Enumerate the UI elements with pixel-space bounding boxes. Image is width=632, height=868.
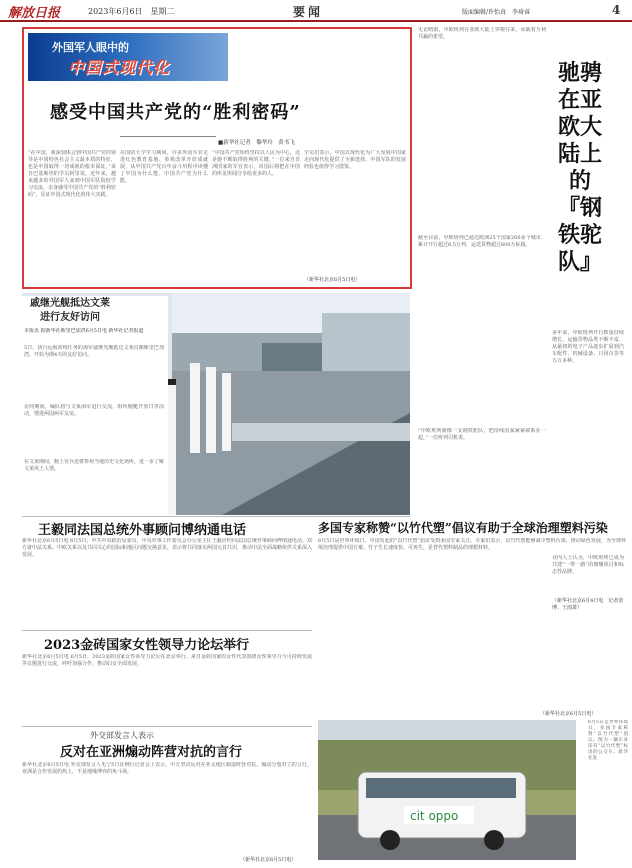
divider-1 [22,516,410,517]
bus-caption-box [588,720,628,860]
mfa-body: 新华社北京6月5日电 外交部发言人毛宁5日在例行记者会上表示，中方坚决反对在亚太地区制造阵营对抗、煽动分裂对立的言行，亚洲是合作发展的热土，不是地缘博弈的角斗场。 [22,762,312,775]
page-number: 4 [612,3,621,17]
right-column-text-5: 业内人士认为，中欧班列已成为共建“一带一路”的旗舰项目和标志性品牌。 [552,555,624,575]
right-column-credit: （新华社北京6月4日电 记者张博、王雨萧） [552,598,624,611]
mfa-kicker: 外交部发言人表示 [90,731,154,740]
women-forum-body: 新华社北京6月5日电 6月5日，2023金砖国家女性领导力论坛在北京举行。来自金砖国家的女性代表围绕女性领导力与可持续发展等议题进行交流，呼吁加强合作，推动妇女全面发展。 [22,654,312,667]
feature-column-2: 在国防大学学习期间，许多外国军官走进红色教育基地、参观改革开放成就展，从中国共产党百年奋斗历程中读懂了中国为什么能、中国共产党为什么能。 [120,150,208,184]
svg-text:cit oppo: cit oppo [410,809,459,823]
navy-headline-line-2: 进行友好访问 [40,312,100,323]
feature-credit: （新华社北京6月5日电） [304,277,361,283]
mfa-headline: 反对在亚洲煽动阵营对抗的言行 [60,745,243,760]
right-column-text-4: 多年来，中欧班列开行数量持续增长，运输货物品类不断丰富，从最初的电子产品逐步扩展到汽车配件、机械设备、日用百货等五万多种。 [552,330,624,364]
vertical-headline: 驰骋在亚欧大陆上的『钢铁驼队』 [557,60,602,275]
navy-body-2: 访问期间，编队将与文莱海军进行交流，组织舰艇开放日等活动，增进两国两军友谊。 [24,404,164,417]
wangyi-headline: 王毅同法国总统外事顾问博纳通电话 [38,523,247,538]
feature-banner [28,33,228,81]
byline-rule [120,136,216,137]
feature-byline: ■新华社记者 黎华玲 黄书飞 [218,140,295,146]
banner-line-2: 中国式现代化 [68,58,171,77]
bus-photo [318,720,576,860]
plastic-credit: （新华社北京6月5日电） [540,711,597,717]
section-title: 要闻 [293,5,324,19]
navy-body-1: 5日，执行远航训练任务的海军戚继光舰抵达文莱首都斯里巴加湾，开始为期4天的友好访问。 [24,345,164,358]
right-column-text-3: “中欧班列就像一支钢铁驼队，把沿线国家紧紧联系在一起。”一位班列司机说。 [418,428,546,441]
feature-column-1: “在中国，我深刻体会到中国共产党的领导是中国特色社会主义最本质的特征，也是中国取得一切成就的根本保证。”来自巴基斯坦的学员阿里说。近年来，越来越多的外国军人来到中国军队院校学习交流，亲身感受中国共产党的“胜利密码”，见证中国式现代化的伟大实践。 [28,150,116,198]
banner-line-1: 外国军人眼中的 [52,41,129,54]
feature-column-4: 学员们表示，中国式现代化为广大发展中国家走向现代化提供了全新选择，中国军队的发展经验也值得学习借鉴。 [304,150,406,170]
masthead: 解放日报 [8,6,61,21]
plastic-headline: 多国专家称赞“以竹代塑”倡议有助于全球治理塑料污染 [318,521,608,535]
navy-headline-line-1: 戚继光舰抵达文莱 [30,298,110,309]
plastic-body: 6月5日是世界环境日。中国发起的“以竹代塑”倡议受到多国专家关注。专家们表示，以竹代塑能够减少塑料污染，推动绿色发展，为全球环境治理提供中国方案。竹子生长速度快、可再生，是替代塑料制品的理想材料。 [318,538,626,551]
wangyi-body: 新华社北京6月5日电 6月5日，中共中央政治局委员、中央外事工作委员会办公室主任王毅应约同法国总统外事顾问博纳通电话。双方就中法关系、中欧关系以及共同关心的国际和地区问题交换意见，表示将共同落实两国元首共识，推动中法全面战略伙伴关系深入发展。 [22,538,312,558]
navy-body-3: 在文莱期间，舰上官兵还将参观当地历史文化场所，进一步了解文莱风土人情。 [24,459,164,472]
page-editors: 版面编辑/许怡真 李琦睿 [462,9,531,16]
right-column-text-2: 截至目前，中欧班列已通达欧洲25个国家200多个城市，累计开行超过6.5万列，运送货物超过600万标箱。 [418,235,546,248]
mfa-credit: （新华社北京6月5日电） [240,857,297,863]
feature-headline: 感受中国共产党的“胜利密码” [50,102,301,123]
divider-2 [22,630,312,631]
navy-byline: 本报讯 据新华社斯里巴加湾6月5日电 新华社记者报道 [24,328,144,334]
bus-caption: 6月5日是世界环境日，多国专家称赞“以竹代塑”倡议。图为一辆车身印有“以竹代塑”标语的公交车。新华社发 [588,720,628,761]
women-forum-headline: 2023金砖国家女性领导力论坛举行 [44,638,250,653]
feature-column-3: “中国共产党始终坚持以人民为中心，这是她不断取得胜利的关键。”一位来自非洲国家的军官表示，回国后将把在中国的所见所闻分享给更多的人。 [212,150,300,177]
issue-date: 2023年6月6日 星期二 [88,7,175,16]
navy-headline [30,297,110,325]
right-column-text-1: 无论晴雨，中欧班列在亚欧大陆上穿梭往来，承载着互利共赢的希望。 [418,27,546,40]
divider-3 [22,726,312,727]
